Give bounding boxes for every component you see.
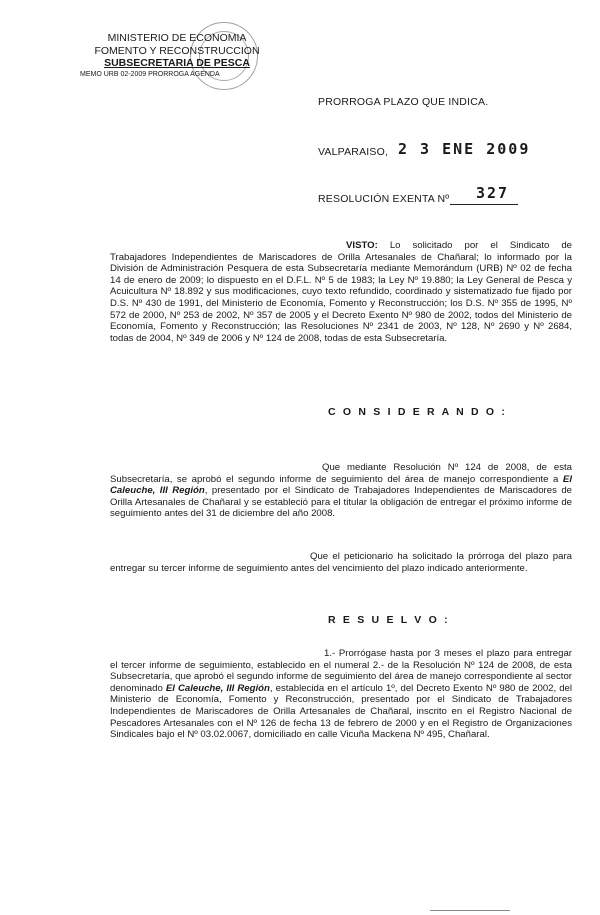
page-bottom-mark xyxy=(430,910,510,911)
considerando-p1-text-a: Que mediante Resolución Nº 124 de 2008, de esta Subsecretaría, se aprobó el segundo informe de seguimiento del área de manejo correspondiente a xyxy=(110,462,572,485)
visto-paragraph xyxy=(110,240,572,344)
subject-line: PRORROGA PLAZO QUE INDICA. xyxy=(318,96,489,108)
header-line-3: SUBSECRETARIA DE PESCA xyxy=(104,57,250,69)
resuelvo-heading: R E S U E L V O : xyxy=(328,614,450,626)
ministry-header xyxy=(62,32,292,79)
considerando-heading: C O N S I D E R A N D O : xyxy=(328,406,508,418)
header-line-1: MINISTERIO DE ECONOMIA xyxy=(107,32,247,44)
memo-reference: MEMO URB 02-2009 PRORROGA AGENDA xyxy=(80,70,220,78)
visto-text: Lo solicitado por el Sindicato de Trabajadores Independientes de Mariscadores de Orilla Artesanales de Chañaral; lo informado por la División de Administración Pesquera de esta Subsecretaría mediante Memorándum (URB) Nº 02 de fecha 14 de enero de 2009; lo dispuesto en el D.F.L. Nº 5 de 1983; la Ley Nº 19.880; la Ley General de Pesca y Acuicultura Nº 18.892 y sus modificaciones, cuyo texto refundido, coordinado y sistematizado fue fijado por D.S. Nº 430 de 1991, del Ministerio de Economía, Fomento y Reconstrucción; los D.S. Nº 355 de 1995, Nº 572 de 2000, Nº 253 de 2002, Nº 357 de 2005 y el Decreto Exento Nº 980 de 2002, todos del Ministerio de Economía, Fomento y Reconstrucción; las Resoluciones Nº 2341 de 2003, Nº 128, Nº 2690 y Nº 2684, todas de 2004, Nº 349 de 2006 y Nº 124 de 2008, todas de esta Subsecretaría. xyxy=(110,240,572,344)
considerando-p1-text-b: , presentado por el Sindicato de Trabajadores Independientes de Mariscadores de Orilla Artesanales de Chañaral y se estableció para el titular la obligación de entregar el próximo informe de seguimiento antes del 31 de diciembre del año 2008. xyxy=(110,485,572,520)
date-stamp: 2 3 ENE 2009 xyxy=(398,140,531,158)
resuelvo-paragraph-1 xyxy=(110,648,572,741)
resuelvo-p1-text-b: , establecida en el artículo 1º, del Decreto Exento Nº 980 de 2002, del Ministerio de Economía, Fomento y Reconstrucción, presentado por el Sindicato de Trabajadores Independientes de Mariscadores de Orilla Artesanales de Chañaral, inscrito en el Registro Nacional de Pescadores Artesanales con el Nº 126 de fecha 13 de febrero de 2000 y en el Registro de Organizaciones Sindicales bajo el Nº 03.02.0067, domiciliado en calle Vicuña Mackena Nº 495, Chañaral. xyxy=(110,682,573,741)
considerando-paragraph-2 xyxy=(110,551,572,574)
considerando-p1-emphasis: El Caleuche, III Región xyxy=(110,473,572,497)
resuelvo-p1-emphasis: El Caleuche, III Región xyxy=(165,682,270,694)
resolution-number: 327 xyxy=(476,184,510,202)
resolution-label: RESOLUCIÓN EXENTA Nº xyxy=(318,193,450,205)
resuelvo-p1-text-a: 1.- Prorrógase hasta por 3 meses el plazo para entregar el tercer informe de seguimiento, establecido en el numeral 2.- de la Resolución Nº 124 de 2008, de esta Subsecretaría, que aprobó el segundo informe de seguimiento del área de manejo correspondiente al sector denominado xyxy=(110,648,572,694)
place-label: VALPARAISO, xyxy=(318,146,389,158)
header-line-2: FOMENTO Y RECONSTRUCCION xyxy=(94,44,260,57)
considerando-p2-text: Que el peticionario ha solicitado la prórroga del plazo para entregar su tercer informe de seguimiento antes del vencimiento del plazo indicado anteriormente. xyxy=(110,551,572,574)
visto-label: VISTO: xyxy=(346,240,378,251)
considerando-paragraph-1 xyxy=(110,462,572,520)
